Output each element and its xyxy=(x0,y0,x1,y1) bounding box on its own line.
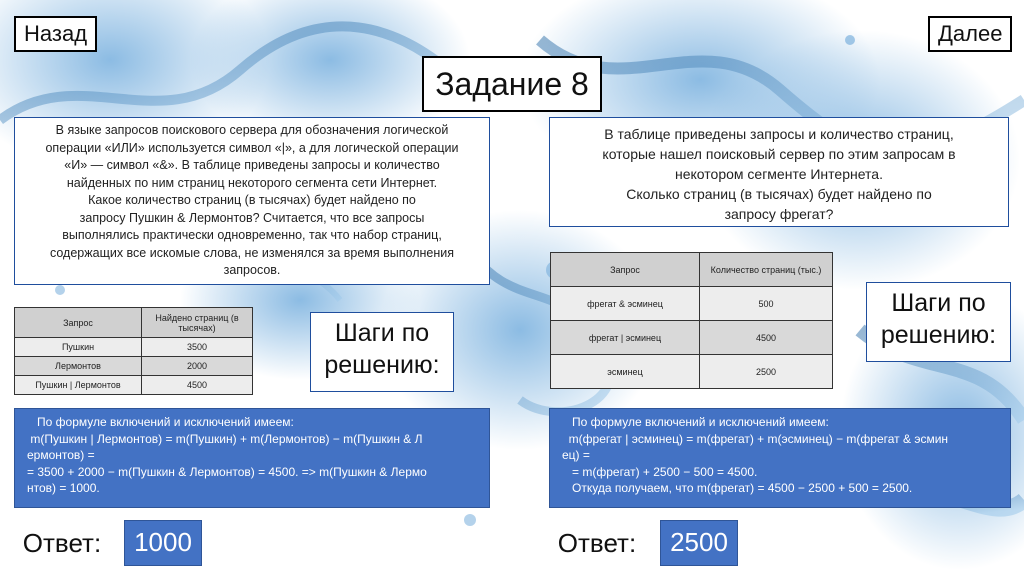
table-header-query: Запрос xyxy=(551,253,700,287)
left-steps-label xyxy=(310,312,454,392)
right-problem-line: запросу фрегат? xyxy=(724,206,834,222)
right-answer-label: Ответ: xyxy=(549,522,645,568)
left-problem-line: содержащих все искомые слова, не изменялся за время выполнения xyxy=(49,245,455,260)
right-query-table xyxy=(550,252,833,389)
table-cell-query: Пушкин xyxy=(15,338,142,357)
page-title: Задание 8 xyxy=(422,56,602,112)
table-row xyxy=(15,357,253,376)
left-solution-box xyxy=(14,408,490,508)
table-row xyxy=(551,355,833,389)
table-cell-query: эсминец xyxy=(551,355,700,389)
table-cell-query: Пушкин | Лермонтов xyxy=(15,376,142,395)
left-problem-text xyxy=(14,117,490,285)
right-problem-line: которые нашел поисковый сервер по этим запросам в xyxy=(602,146,956,162)
table-cell-pages: 2000 xyxy=(142,357,253,376)
solution-line: m(Пушкин | Лермонтов) = m(Пушкин) + m(Лермонтов) − m(Пушкин & Л xyxy=(27,431,423,446)
table-cell-query: Лермонтов xyxy=(15,357,142,376)
right-solution-box xyxy=(549,408,1011,508)
table-cell-pages: 2500 xyxy=(700,355,833,389)
table-cell-query: фрегат | эсминец xyxy=(551,321,700,355)
left-answer-value: 1000 xyxy=(124,520,202,566)
left-problem-line: выполнялись практически одновременно, так что набор страниц, xyxy=(62,228,442,242)
table-row xyxy=(551,287,833,321)
table-cell-pages: 4500 xyxy=(700,321,833,355)
left-problem-line: запросу Пушкин & Лермонтов? Считается, что все запросы xyxy=(79,210,425,225)
solution-line: По формуле включений и исключений имеем: xyxy=(562,415,829,429)
left-answer-label: Ответ: xyxy=(14,522,110,568)
left-problem-line: запросов. xyxy=(223,263,281,277)
next-button[interactable]: Далее xyxy=(928,16,1012,52)
left-problem-line: «И» — символ «&». В таблице приведены запросы и количество xyxy=(64,158,440,172)
left-problem-line: В языке запросов поискового сервера для обозначения логической xyxy=(55,123,449,137)
left-query-table xyxy=(14,307,253,395)
solution-line: ец) = xyxy=(562,448,590,462)
table-row xyxy=(15,376,253,395)
left-problem-line: Какое количество страниц (в тысячах) будет найдено по xyxy=(88,193,416,207)
table-header-pages: Найдено страниц (в тысячах) xyxy=(142,308,253,338)
right-problem-text xyxy=(549,117,1009,227)
right-answer-value: 2500 xyxy=(660,520,738,566)
back-button[interactable]: Назад xyxy=(14,16,97,52)
table-header-query: Запрос xyxy=(15,308,142,338)
table-header-pages: Количество страниц (тыс.) xyxy=(700,253,833,287)
table-cell-query: фрегат & эсминец xyxy=(551,287,700,321)
left-steps-text: Шаги по решению: xyxy=(324,319,440,379)
right-steps-label xyxy=(866,282,1011,362)
solution-line: нтов) = 1000. xyxy=(27,481,100,495)
solution-line: = 3500 + 2000 − m(Пушкин & Лермонтов) = 4500. => m(Пушкин & Лермо xyxy=(27,464,427,479)
left-problem-line: найденных по ним страниц некоторого сегмента сети Интернет. xyxy=(66,175,438,190)
table-cell-pages: 3500 xyxy=(142,338,253,357)
right-problem-line: В таблице приведены запросы и количество страниц, xyxy=(604,126,954,142)
right-steps-text: Шаги по решению: xyxy=(880,289,997,349)
solution-line: ермонтов) = xyxy=(27,448,95,462)
solution-line: По формуле включений и исключений имеем: xyxy=(27,415,294,429)
solution-line: Откуда получаем, что m(фрегат) = 4500 − 2500 + 500 = 2500. xyxy=(562,481,913,495)
right-problem-line: Сколько страниц (в тысячах) будет найдено по xyxy=(626,186,932,202)
left-problem-line: операции «ИЛИ» используется символ «|», а для логической операции xyxy=(45,140,459,155)
table-cell-pages: 4500 xyxy=(142,376,253,395)
solution-line: = m(фрегат) + 2500 − 500 = 4500. xyxy=(562,464,758,479)
table-row xyxy=(551,321,833,355)
right-problem-line: некотором сегменте Интернета. xyxy=(675,166,883,182)
table-row xyxy=(15,338,253,357)
solution-line: m(фрегат | эсминец) = m(фрегат) + m(эсминец) − m(фрегат & эсмин xyxy=(562,431,949,446)
table-cell-pages: 500 xyxy=(700,287,833,321)
